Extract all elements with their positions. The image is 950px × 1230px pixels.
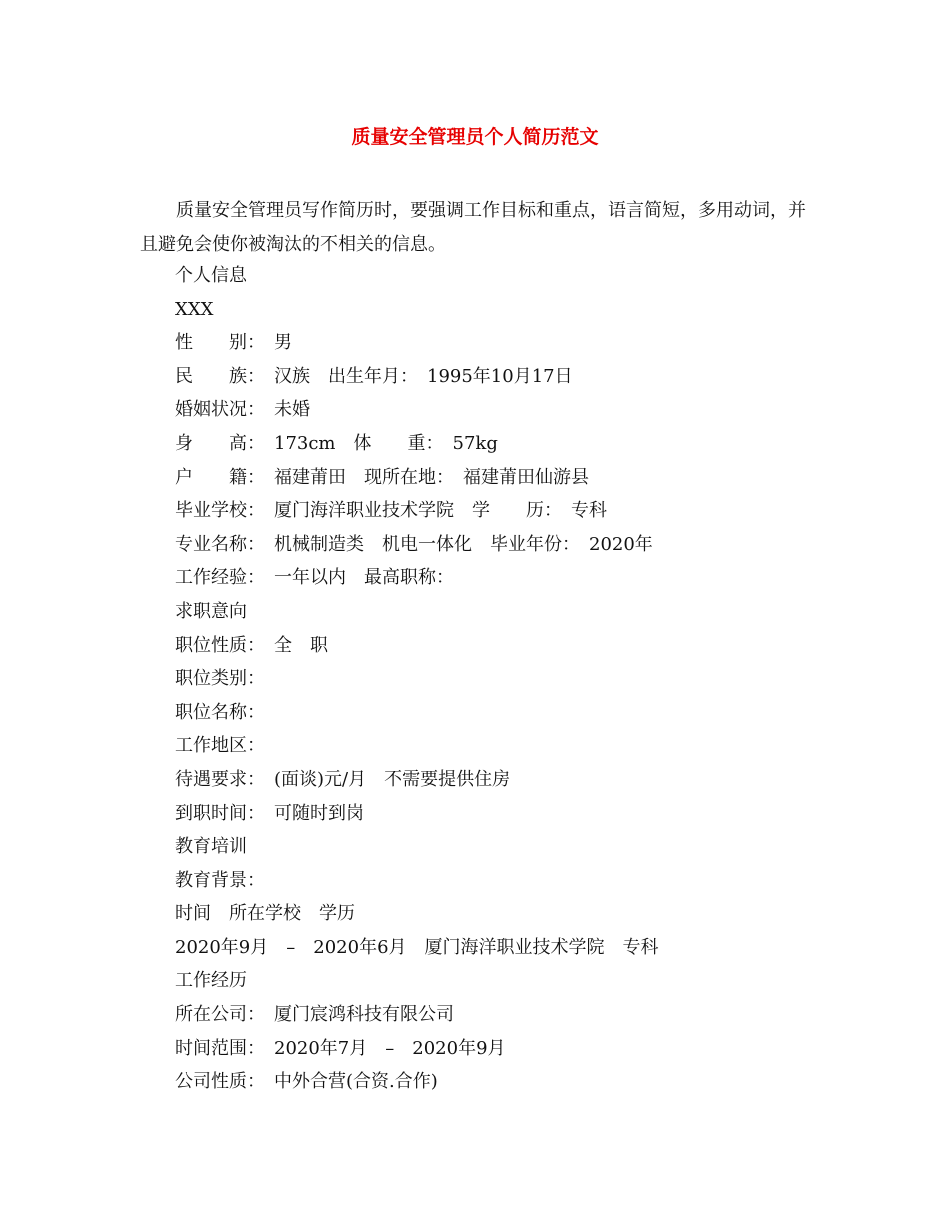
ethnicity-birthdate-line: 民 族： 汉族 出生年月： 1995年10月17日 [175, 365, 573, 387]
section-heading-personal-info: 个人信息 [175, 265, 247, 286]
experience-title-line: 工作经验： 一年以内 最高职称： [175, 567, 454, 589]
gender-line: 性 别： 男 [175, 332, 292, 354]
company-type-line: 公司性质： 中外合营(合资.合作) [175, 1071, 438, 1093]
hometown-residence-line: 户 籍： 福建莆田 现所在地： 福建莆田仙游县 [175, 466, 589, 488]
job-title-line: 职位名称： [175, 701, 265, 723]
start-time-line: 到职时间： 可随时到岗 [175, 802, 364, 824]
job-category-line: 职位类别： [175, 668, 265, 690]
work-area-line: 工作地区： [175, 735, 265, 757]
name-line: XXX [175, 298, 214, 320]
height-weight-line: 身 高： 173cm 体 重： 57kg [175, 432, 498, 454]
time-range-line: 时间范围： 2020年7月 – 2020年9月 [175, 1037, 506, 1059]
education-entry: 2020年9月 – 2020年6月 厦门海洋职业技术学院 专科 [175, 936, 659, 958]
marital-status-line: 婚姻状况： 未婚 [175, 399, 310, 421]
education-background-label: 教育背景： [175, 869, 265, 891]
education-table-header: 时间 所在学校 学历 [175, 903, 355, 925]
intro-paragraph: 质量安全管理员写作简历时，要强调工作目标和重点，语言简短，多用动词，并且避免会使你被淘汰的不相关的信息。 [140, 200, 806, 255]
resume-content [175, 259, 815, 1099]
section-heading-education: 教育培训 [175, 836, 247, 858]
section-heading-job-intention: 求职意向 [175, 600, 247, 622]
school-degree-line: 毕业学校： 厦门海洋职业技术学院 学 历： 专科 [175, 500, 607, 522]
major-graduation-line: 专业名称： 机械制造类 机电一体化 毕业年份： 2020年 [175, 533, 653, 555]
document-title: 质量安全管理员个人简历范文 [351, 126, 599, 148]
section-heading-work-history: 工作经历 [175, 970, 247, 992]
company-line: 所在公司： 厦门宸鸿科技有限公司 [175, 1004, 454, 1026]
salary-line: 待遇要求： (面谈)元/月 不需要提供住房 [175, 768, 511, 790]
job-nature-line: 职位性质： 全 职 [175, 634, 328, 656]
